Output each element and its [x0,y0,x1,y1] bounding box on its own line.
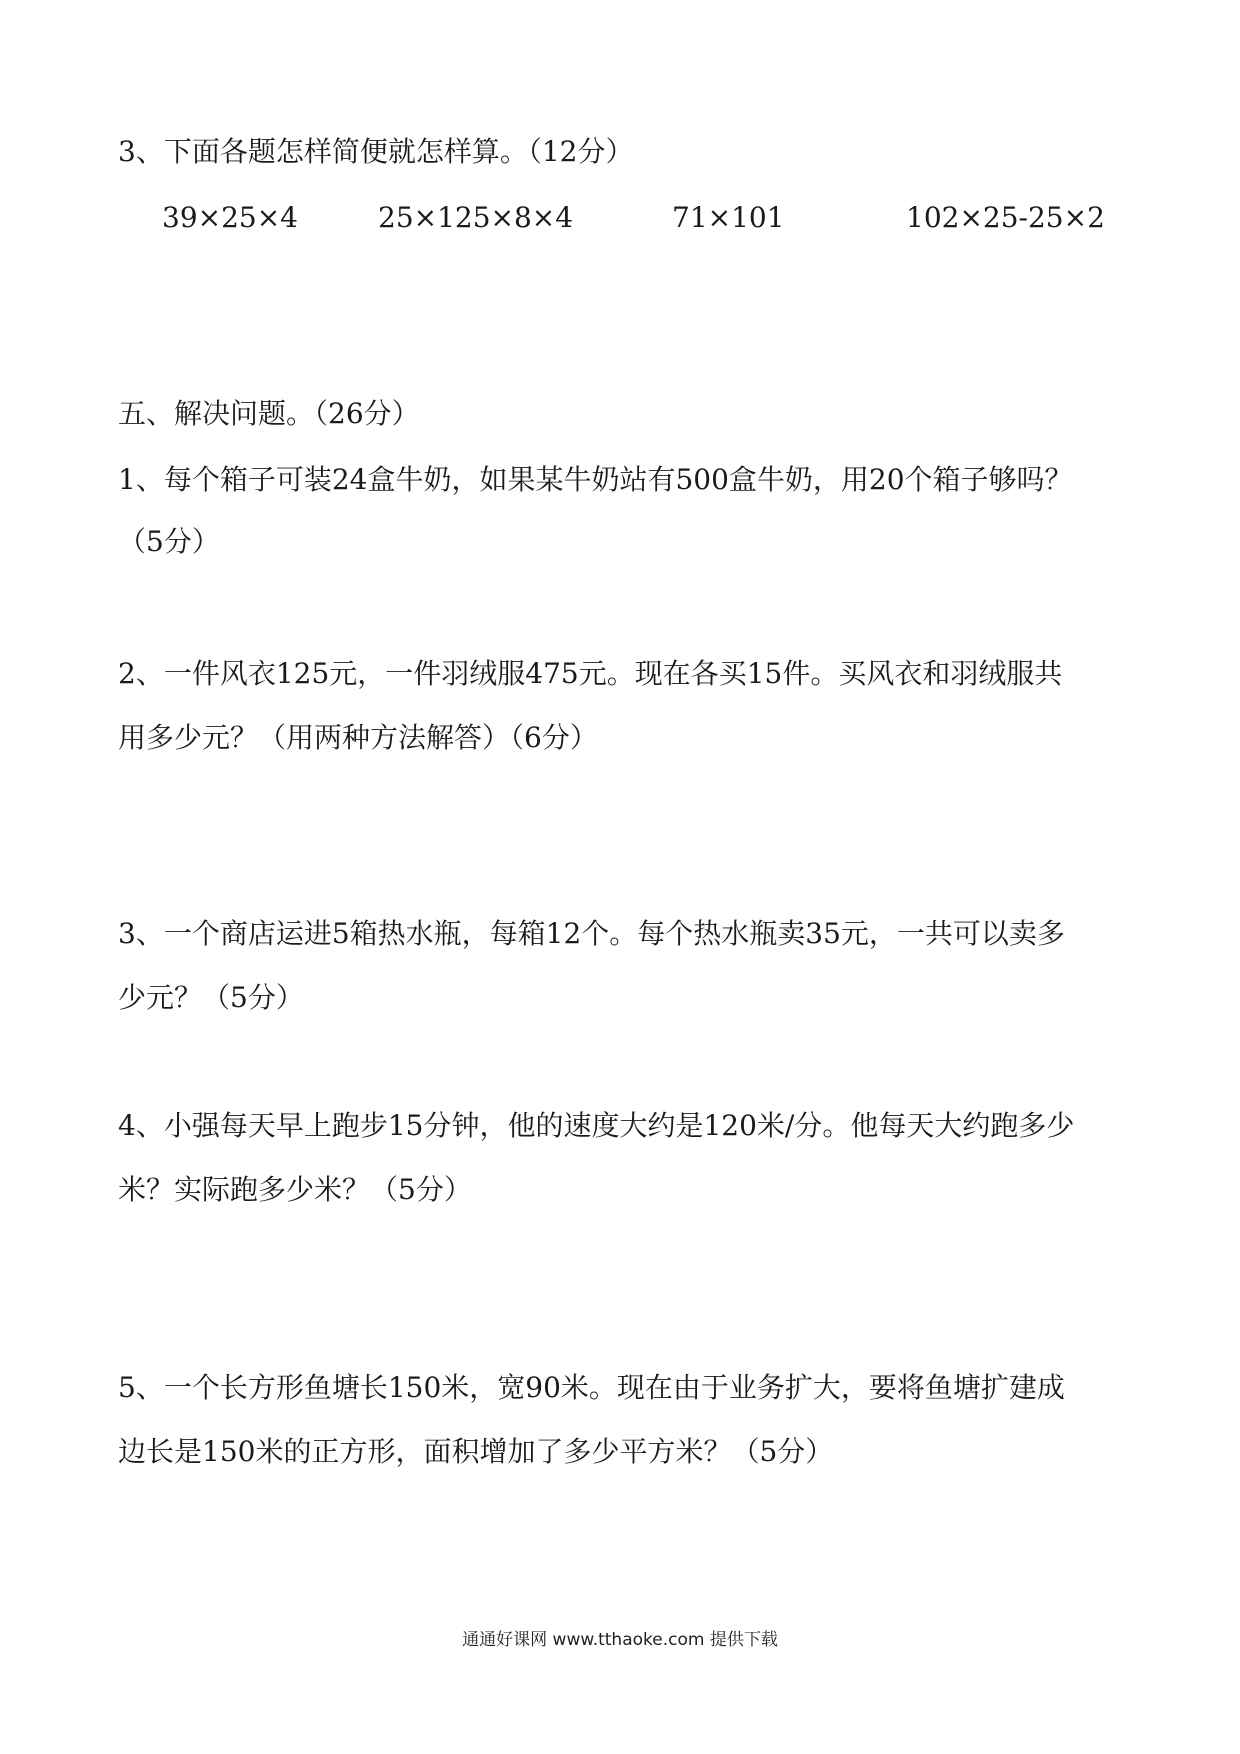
expression-2: 25×125×8×4 [378,201,574,234]
expression-1: 39×25×4 [162,201,298,234]
problem-4-line-1: 4、小强每天早上跑步15分钟，他的速度大约是120米/分。他每天大约跑多少 [118,1109,1075,1142]
problem-1-line-1: 1、每个箱子可装24盒牛奶，如果某牛奶站有500盒牛奶，用20个箱子够吗？ [118,463,1073,496]
problem-4-line-2: 米？实际跑多少米？（5分） [118,1173,472,1206]
expression-3: 71×101 [672,201,785,234]
section4-question3-title: 3、下面各题怎样简便就怎样算。（12分） [118,135,634,168]
problem-1-line-2: （5分） [118,525,220,558]
footer-source-note: 通通好课网 www.tthaoke.com 提供下载 [462,1630,778,1650]
problem-2-line-1: 2、一件风衣125元，一件羽绒服475元。现在各买15件。买风衣和羽绒服共 [118,657,1063,690]
problem-5-line-2: 边长是150米的正方形，面积增加了多少平方米？（5分） [118,1435,834,1468]
problem-5-line-1: 5、一个长方形鱼塘长150米，宽90米。现在由于业务扩大，要将鱼塘扩建成 [118,1371,1065,1404]
problem-3-line-1: 3、一个商店运进5箱热水瓶，每箱12个。每个热水瓶卖35元，一共可以卖多 [118,917,1065,950]
problem-3-line-2: 少元？（5分） [118,981,304,1014]
problem-2-line-2: 用多少元？（用两种方法解答）（6分） [118,721,598,754]
expression-4: 102×25-25×2 [906,201,1105,234]
section5-title: 五、解决问题。（26分） [118,397,420,430]
